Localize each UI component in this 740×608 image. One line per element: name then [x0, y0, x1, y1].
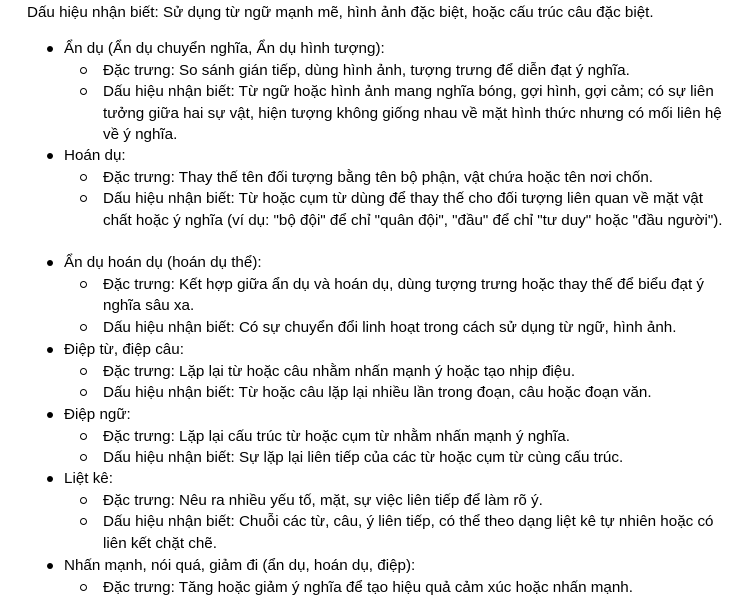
sub-item-text: Dấu hiệu nhận biết: Có sự chuyển đổi linh hoạt trong cách sử dụng từ ngữ, hình ảnh.: [103, 318, 677, 336]
bullet-disc-icon: [47, 260, 53, 266]
bullet-disc-icon: [47, 412, 53, 418]
list-item: [0, 555, 740, 598]
bullet-circle-icon: [80, 174, 87, 181]
bullet-circle-icon: [80, 389, 87, 396]
list-item-label: Liệt kê:: [64, 470, 113, 487]
list-item: [0, 404, 740, 469]
sub-list-item: [0, 274, 740, 317]
sub-item-text: Dấu hiệu nhận biết: Từ hoặc cụm từ dùng để thay thế cho đối tượng liên quan về mặt vật chất hoặc ý nghĩa (ví dụ: "bộ đội" để chỉ "quân đội", "đầu" để chỉ "tư duy" hoặc "đầu người").: [103, 190, 723, 229]
sub-list-item: [0, 188, 740, 231]
bullet-circle-icon: [80, 67, 87, 74]
sub-item-text: Dấu hiệu nhận biết: Chuỗi các từ, câu, ý liên tiếp, có thể theo dạng liệt kê tự nhiên hoặc có liên kết chặt chẽ.: [103, 513, 714, 552]
list-item-heading: [0, 404, 740, 426]
sub-item-text: Dấu hiệu nhận biết: Từ hoặc câu lặp lại nhiều lần trong đoạn, câu hoặc đoạn văn.: [103, 384, 652, 401]
bullet-disc-icon: [47, 153, 53, 159]
sub-list-item: [0, 361, 740, 383]
sub-item-text: Đặc trưng: Lặp lại cấu trúc từ hoặc cụm từ nhằm nhấn mạnh ý nghĩa.: [103, 427, 570, 445]
list-item: [0, 339, 740, 404]
sub-list-item: [0, 577, 740, 599]
bullet-circle-icon: [80, 368, 87, 375]
list-item: [0, 145, 740, 231]
list-item-heading: [0, 339, 740, 361]
list-item-heading: [0, 468, 740, 490]
sub-list-item: [0, 426, 740, 448]
sub-item-text: Dấu hiệu nhận biết: Từ ngữ hoặc hình ảnh mang nghĩa bóng, gợi hình, gợi cảm; có sự liên tưởng giữa hai sự vật, hiện tượng không giống nhau về mặt hình thức nhưng có mối liên hệ về ý nghĩa.: [103, 83, 722, 143]
sub-item-text: Đặc trưng: Thay thế tên đối tượng bằng tên bộ phận, vật chứa hoặc tên nơi chốn.: [103, 168, 653, 186]
bullet-circle-icon: [80, 454, 87, 461]
list-item-heading: [0, 145, 740, 167]
sub-list-item: [0, 60, 740, 82]
sub-item-text: Dấu hiệu nhận biết: Sự lặp lại liên tiếp của các từ hoặc cụm từ cùng cấu trúc.: [103, 449, 624, 466]
list-item-label: Hoán dụ:: [64, 147, 126, 164]
list-item-label: Ẩn dụ hoán dụ (hoán dụ thể):: [64, 254, 262, 271]
bullet-disc-icon: [47, 476, 53, 482]
bullet-disc-icon: [47, 46, 53, 52]
sub-item-text: Đặc trưng: Kết hợp giữa ẩn dụ và hoán dụ, dùng tượng trưng hoặc thay thế để biểu đạt ý nghĩa sâu xa.: [103, 275, 704, 314]
list-item: [0, 252, 740, 338]
sub-item-text: Đặc trưng: So sánh gián tiếp, dùng hình ảnh, tượng trưng để diễn đạt ý nghĩa.: [103, 61, 630, 79]
bullet-disc-icon: [47, 347, 53, 353]
list-item-label: Điệp ngữ:: [64, 406, 131, 423]
intro-text: Dấu hiệu nhận biết: Sử dụng từ ngữ mạnh mẽ, hình ảnh đặc biệt, hoặc cấu trúc câu đặc biệt.: [27, 4, 654, 21]
list-item: [0, 468, 740, 554]
list-item-label: Nhấn mạnh, nói quá, giảm đi (ẩn dụ, hoán dụ, điệp):: [64, 557, 416, 574]
list-item-heading: [0, 555, 740, 577]
list-item-heading: [0, 252, 740, 274]
bullet-circle-icon: [80, 324, 87, 331]
bullet-circle-icon: [80, 584, 87, 591]
sub-list-item: [0, 511, 740, 554]
bullet-circle-icon: [80, 195, 87, 202]
bullet-disc-icon: [47, 563, 53, 569]
sub-list-item: [0, 447, 740, 469]
bullet-circle-icon: [80, 433, 87, 440]
bullet-circle-icon: [80, 497, 87, 504]
sub-list-item: [0, 167, 740, 189]
list-item-label: Ẩn dụ (Ẩn dụ chuyển nghĩa, Ẩn dụ hình tượng):: [64, 40, 385, 57]
list-item-heading: [0, 38, 740, 60]
sub-item-text: Đặc trưng: Lặp lại từ hoặc câu nhằm nhấn mạnh ý hoặc tạo nhịp điệu.: [103, 362, 576, 380]
sub-item-text: Đặc trưng: Nêu ra nhiều yếu tố, mặt, sự việc liên tiếp để làm rõ ý.: [103, 491, 543, 509]
sub-list-item: [0, 382, 740, 404]
bullet-circle-icon: [80, 518, 87, 525]
sub-item-text: Đặc trưng: Tăng hoặc giảm ý nghĩa để tạo hiệu quả cảm xúc hoặc nhấn mạnh.: [103, 578, 633, 596]
sub-list-item: [0, 81, 740, 146]
sub-list-item: [0, 490, 740, 512]
sub-list-item: [0, 317, 740, 339]
bullet-circle-icon: [80, 281, 87, 288]
list-item: [0, 38, 740, 146]
bullet-circle-icon: [80, 88, 87, 95]
list-item-label: Điệp từ, điệp câu:: [64, 341, 184, 358]
